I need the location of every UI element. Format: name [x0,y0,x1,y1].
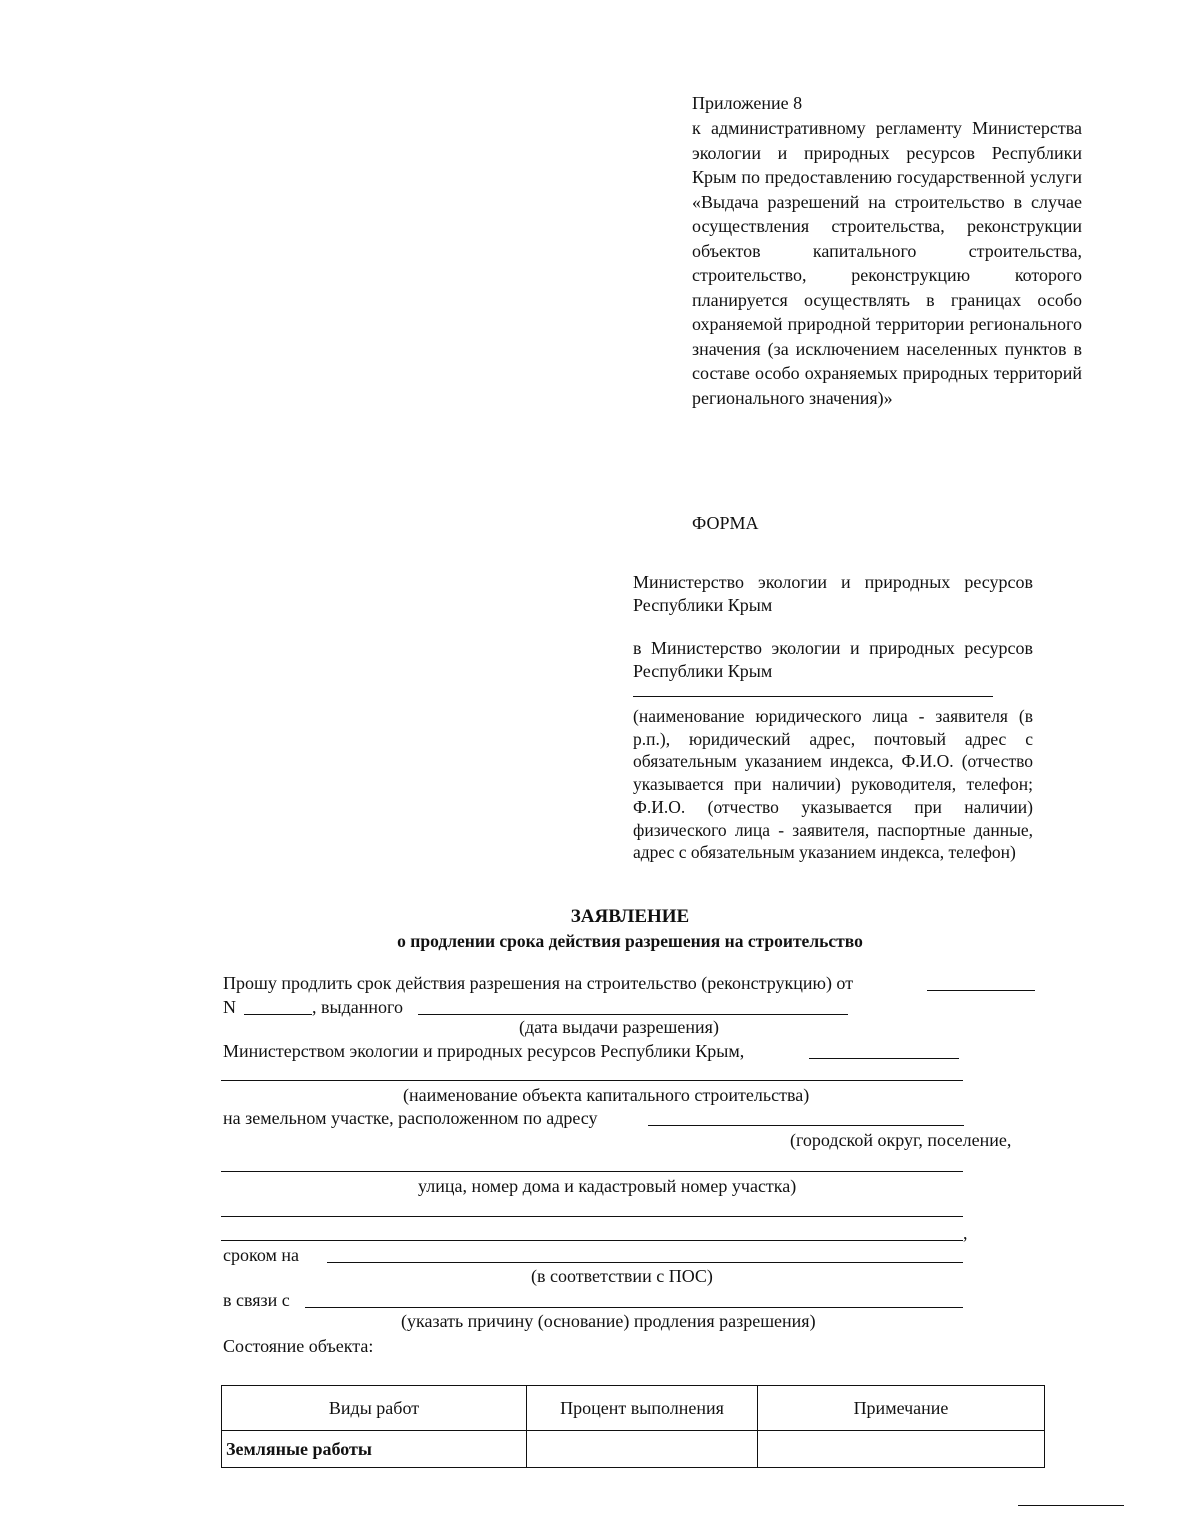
caption-term: (в соответствии с ПОС) [531,1266,713,1286]
table-row [222,1431,1045,1468]
term-field[interactable] [327,1262,963,1263]
appendix-label: Приложение 8 [692,93,803,113]
document-title: ЗАЯВЛЕНИЕ [570,906,690,927]
address-field[interactable] [648,1125,964,1126]
request-text: Прошу продлить срок действия разрешения на строительство (реконструкцию) от [223,973,854,993]
reason-field[interactable] [305,1307,963,1308]
cell-completion-percent[interactable] [527,1431,758,1468]
header-work-type: Виды работ [222,1386,527,1431]
permit-number-field[interactable] [244,1014,312,1015]
land-plot-text: на земельном участке, расположенном по адресу [223,1108,598,1128]
applicant-note: (наименование юридического лица - заявителя (в р.п.), юридический адрес, почтовый адрес с обязательным указанием индекса, Ф.И.О. (отчество указывается при наличии) руководителя, телефон; Ф.И.О. (отчество указывается при наличии) физического лица - заявителя, паспортные данные, адрес с обязательным указанием индекса, телефон) [633,706,1033,863]
header-completion-percent: Процент выполнения [527,1386,758,1431]
comma: , [963,1223,968,1243]
form-label: ФОРМА [692,513,759,533]
appendix-text: к административному регламенту Министерства экологии и природных ресурсов Республики Крым по предоставлению государственной услуги «Выдача разрешений на строительство в случае осуществления строительства, реконструкции объектов капитального строительства, строительство, реконструкцию которого планируется осуществлять в границах особо охраняемой природной территории регионального значения (за исключением населенных пунктов в составе особо охраняемых природных территорий регионального значения)» [692,118,1082,408]
caption-object-name: (наименование объекта капитального строительства) [403,1085,810,1105]
recipient-ministry: Министерство экологии и природных ресурсов Республики Крым [633,572,1033,615]
recipient-to: в Министерство экологии и природных ресурсов Республики Крым [633,638,1033,681]
permit-date-field[interactable] [927,990,1035,991]
object-status-table [221,1385,1045,1468]
reason-label: в связи с [223,1290,290,1310]
address-field-2[interactable] [221,1171,963,1172]
term-label: сроком на [223,1245,299,1265]
issued-by-field[interactable] [418,1014,848,1015]
applicant-name-line[interactable] [633,696,993,697]
address-field-3[interactable] [221,1216,963,1217]
issued-label: , выданного [312,997,403,1017]
object-name-field[interactable] [221,1080,963,1081]
table-header-row [222,1386,1045,1431]
ministry-text: Министерством экологии и природных ресурсов Республики Крым, [223,1041,745,1061]
caption-reason: (указать причину (основание) продления разрешения) [401,1311,816,1331]
document-subtitle: о продлении срока действия разрешения на строительство [397,931,863,951]
cell-note[interactable] [758,1431,1045,1468]
footnote-divider [1018,1505,1124,1506]
header-note: Примечание [758,1386,1045,1431]
caption-permit-date: (дата выдачи разрешения) [519,1017,719,1037]
cell-work-type: Земляные работы [222,1431,527,1468]
caption-address-2: улица, номер дома и кадастровый номер участка) [418,1176,797,1196]
ministry-continuation-field[interactable] [809,1058,959,1059]
address-field-4[interactable] [221,1240,963,1241]
permit-number-label: N [223,997,236,1017]
caption-address-1: (городской округ, поселение, [790,1130,1012,1150]
object-status-label: Состояние объекта: [223,1336,374,1356]
